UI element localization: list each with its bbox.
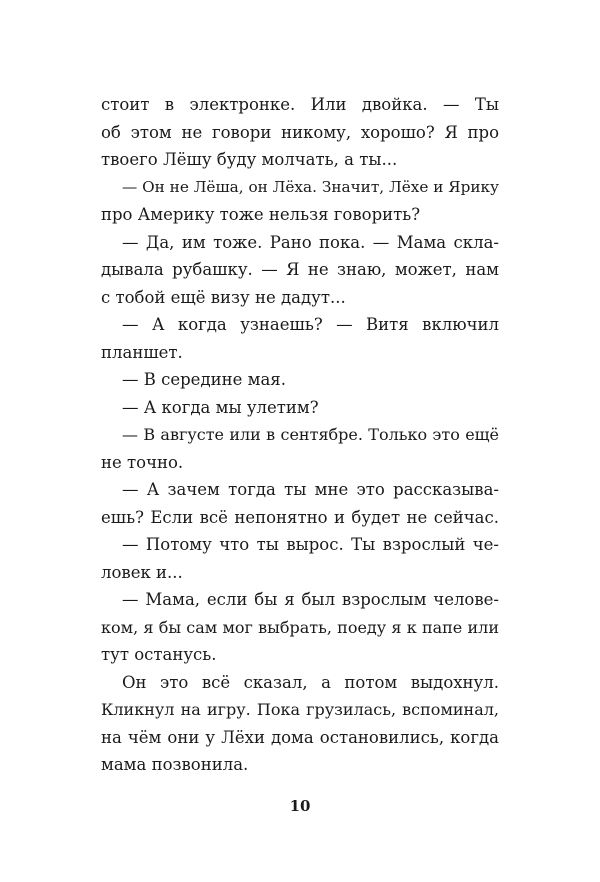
text-line: на чём они у Лёхи дома остановились, когда [101, 727, 499, 747]
text-line: ловек и... [101, 562, 183, 582]
text-line: Кликнул на игру. Пока грузилась, вспоминал, [101, 700, 499, 719]
text-line: твоего Лёшу буду молчать, а ты... [101, 150, 398, 169]
text-line: — А когда мы улетим? [122, 397, 319, 417]
text-line: — Потому что ты вырос. Ты взрослый че- [122, 535, 499, 554]
text-line: ешь? Если всё непонятно и будет не сейчас. [101, 507, 499, 527]
page-number: 10 [289, 797, 311, 815]
text-line: мама позвонила. [101, 755, 249, 774]
text-line: — А когда узнаешь? — Витя включил [122, 315, 499, 334]
text-line: планшет. [101, 342, 183, 362]
text-line: не точно. [101, 452, 184, 472]
text-line: — Да, им тоже. Рано пока. — Мама скла- [122, 232, 499, 252]
text-line: — Мама, если бы я был взрослым челове- [122, 590, 499, 609]
text-line: про Америку тоже нельзя говорить? [101, 205, 421, 224]
text-line: тут останусь. [101, 645, 217, 664]
text-line: с тобой ещё визу не дадут... [101, 287, 346, 307]
text-line: дывала рубашку. — Я не знаю, может, нам [101, 260, 499, 279]
text-line: об этом не говори никому, хорошо? Я про [101, 122, 499, 142]
text-line: — В середине мая. [122, 370, 286, 389]
text-line: — В августе или в сентябре. Только это ещё [122, 425, 499, 444]
text-line: — А зачем тогда ты мне это рассказыва- [122, 480, 499, 499]
text-line: ком, я бы сам мог выбрать, поеду я к папе или [101, 617, 499, 637]
text-line: Он это всё сказал, а потом выдохнул. [122, 672, 499, 692]
text-line: — Он не Лёша, он Лёха. Значит, Лёхе и Ярику [122, 177, 499, 196]
body-text [101, 91, 499, 779]
text-line: стоит в электронке. Или двойка. — Ты [101, 95, 499, 114]
